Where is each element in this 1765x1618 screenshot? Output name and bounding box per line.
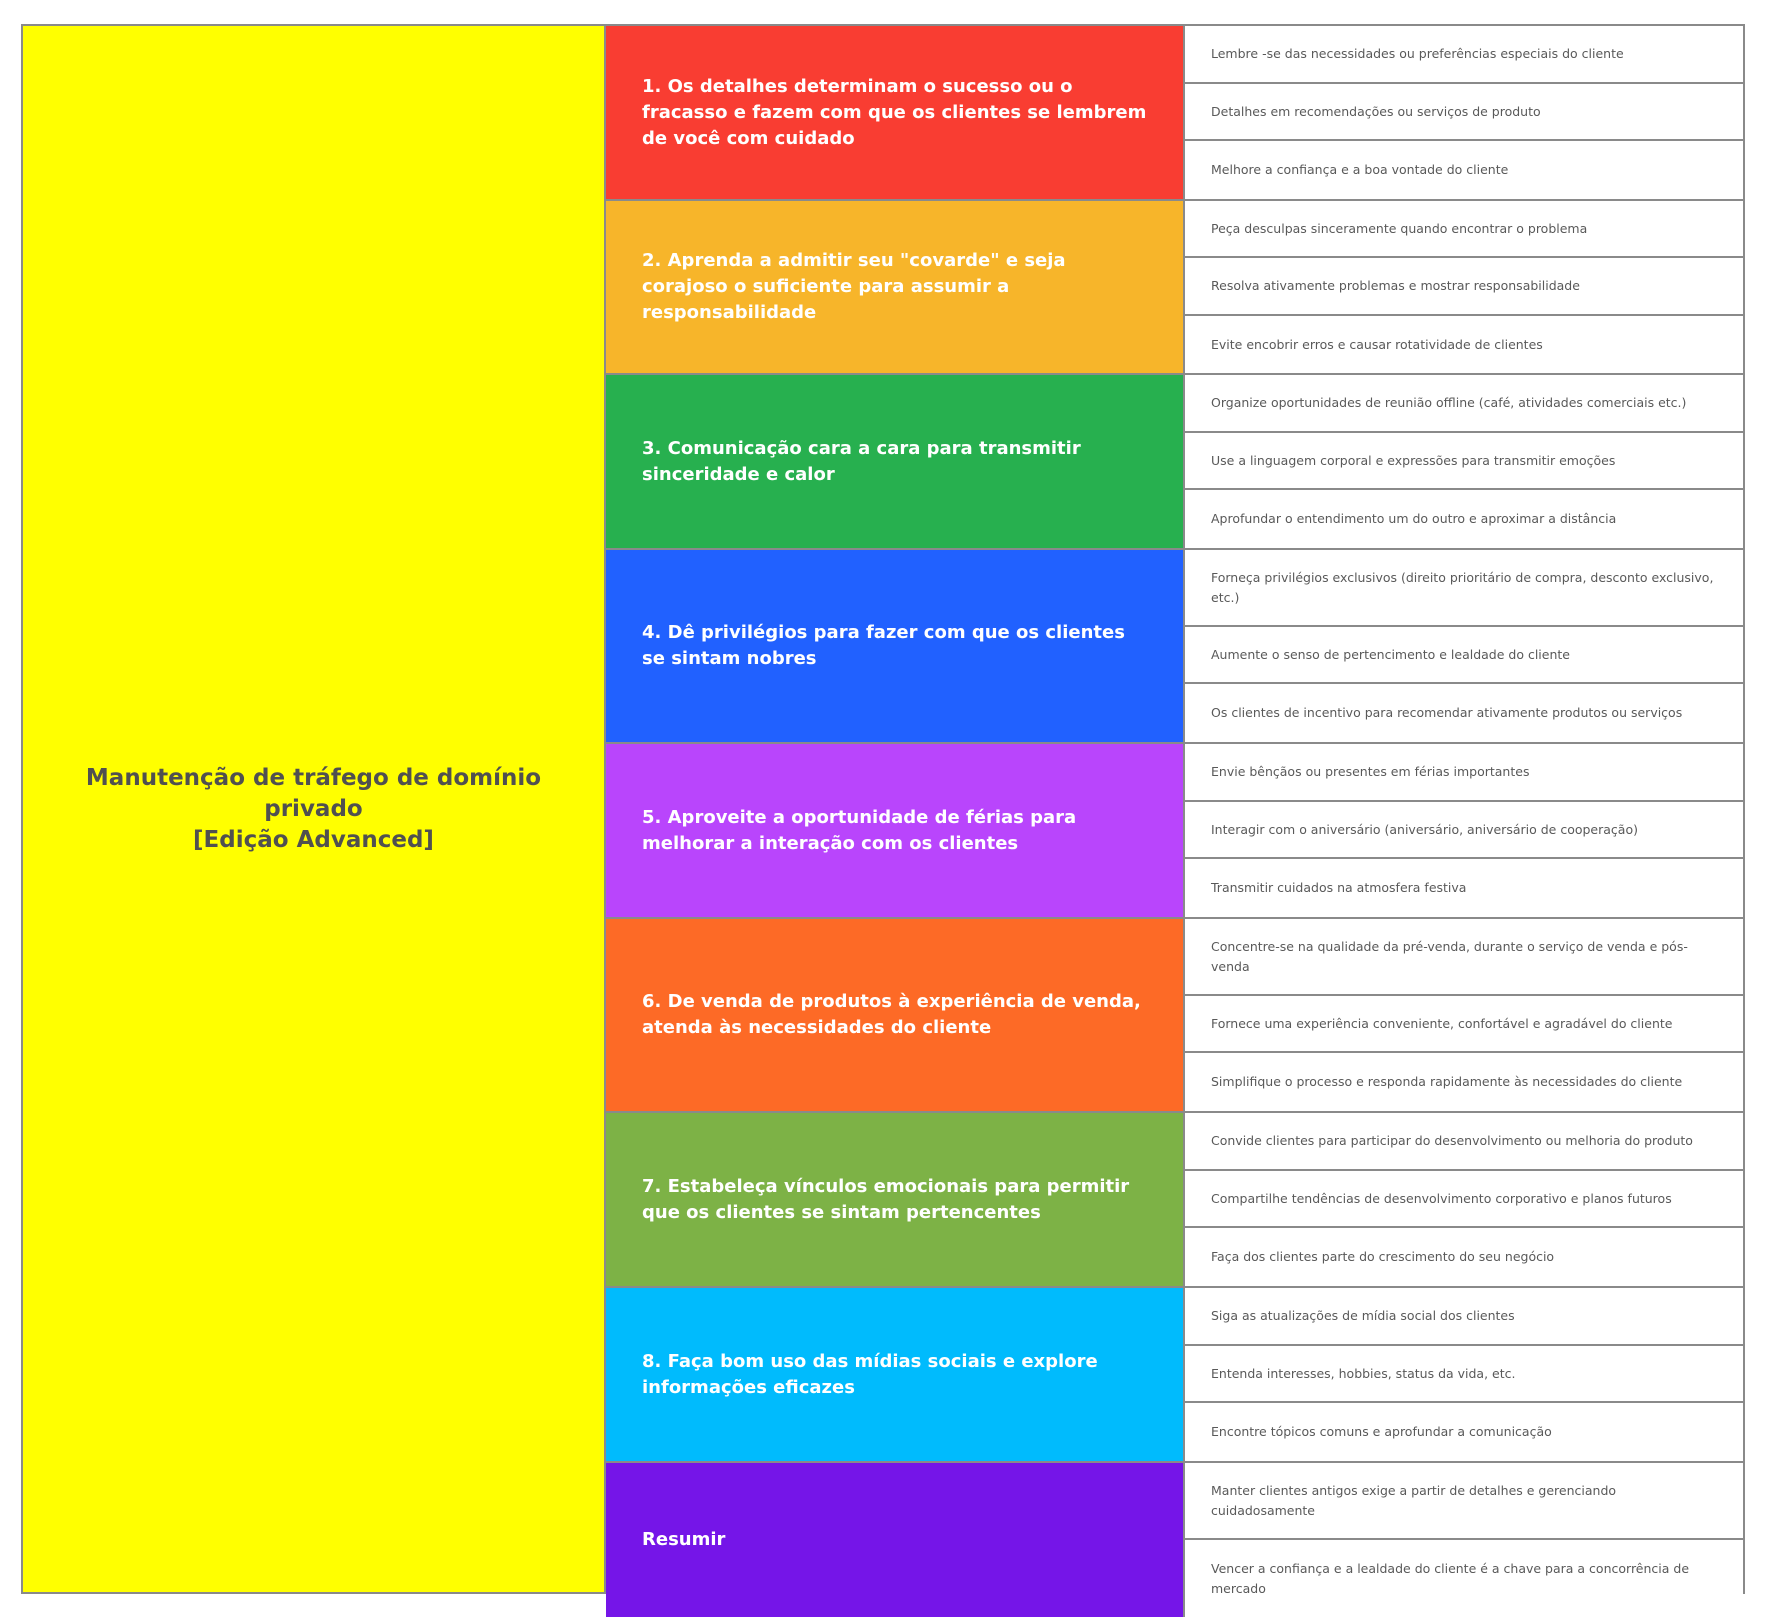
branch-group [606, 550, 1743, 744]
branch-group [606, 1113, 1743, 1288]
branch-label: 3. Comunicação cara a cara para transmitir sinceridade e calor [642, 437, 1081, 485]
leaf-label: Entenda interesses, hobbies, status da vida, etc. [1211, 1365, 1516, 1381]
branch-group [606, 201, 1743, 375]
leaf-label: Encontre tópicos comuns e aprofundar a comunicação [1211, 1424, 1552, 1439]
branch-label: Resumir [642, 1529, 726, 1550]
leaf-label: Vencer a confiança e a lealdade do cliente é a chave para a concorrência de mercado [1211, 1560, 1690, 1596]
branch-node [606, 1463, 1185, 1617]
leaf-node [1185, 919, 1743, 996]
leaf-label: Convide clientes para participar do desenvolvimento ou melhoria do produto [1211, 1133, 1693, 1148]
leaf-label: Simplifique o processo e responda rapidamente às necessidades do cliente [1211, 1074, 1683, 1089]
leaf-node [1185, 1171, 1743, 1228]
branch-label: 4. Dê privilégios para fazer com que os clientes se sintam nobres [642, 622, 1125, 669]
leaf-label: Concentre-se na qualidade da pré-venda, durante o serviço de venda e pós-venda [1211, 938, 1688, 974]
branch-node [606, 1288, 1185, 1461]
branch-node [606, 201, 1185, 373]
leaf-list [1185, 1463, 1743, 1617]
leaf-node [1185, 1288, 1743, 1346]
leaf-label: Faça dos clientes parte do crescimento do seu negócio [1211, 1249, 1555, 1264]
leaf-node [1185, 802, 1743, 859]
leaf-node [1185, 316, 1743, 373]
leaf-node [1185, 996, 1743, 1053]
leaf-label: Fornece uma experiência conveniente, confortável e agradável do cliente [1211, 1015, 1673, 1031]
leaf-label: Use a linguagem corporal e expressões para transmitir emoções [1211, 452, 1616, 468]
branch-node [606, 919, 1185, 1111]
leaf-node [1185, 1463, 1743, 1540]
leaf-label: Interagir com o aniversário (aniversário, aniversário de cooperação) [1211, 821, 1638, 837]
branch-node [606, 744, 1185, 917]
root-title: Manutenção de tráfego de domínio privado [Edição Advanced] [85, 764, 542, 853]
leaf-label: Melhore a confiança e a boa vontade do cliente [1211, 162, 1509, 177]
leaf-list [1185, 1288, 1743, 1461]
leaf-label: Envie bênçãos ou presentes em férias importantes [1211, 764, 1530, 779]
branch-label: 7. Estabeleça vínculos emocionais para permitir que os clientes se sintam pertencentes [642, 1175, 1130, 1223]
leaf-node [1185, 375, 1743, 433]
leaf-label: Evite encobrir erros e causar rotatividade de clientes [1211, 336, 1543, 352]
branch-group [606, 919, 1743, 1113]
branch-group [606, 26, 1743, 201]
root-node [23, 26, 606, 1592]
leaf-node [1185, 1228, 1743, 1286]
leaf-label: Transmitir cuidados na atmosfera festiva [1211, 880, 1467, 895]
leaf-node [1185, 1346, 1743, 1403]
branch-node [606, 1113, 1185, 1286]
leaf-label: Os clientes de incentivo para recomendar ativamente produtos ou serviços [1211, 705, 1683, 720]
leaf-list [1185, 744, 1743, 917]
leaf-node [1185, 1053, 1743, 1111]
branch-group [606, 744, 1743, 919]
leaf-node [1185, 859, 1743, 917]
leaf-node [1185, 201, 1743, 258]
leaf-label: Lembre -se das necessidades ou preferências especiais do cliente [1211, 46, 1624, 61]
leaf-label: Manter clientes antigos exige a partir de detalhes e gerenciando cuidadosamente [1211, 1482, 1617, 1518]
leaf-list [1185, 26, 1743, 199]
branch-label: 6. De venda de produtos à experiência de venda, atenda às necessidades do cliente [642, 991, 1141, 1038]
leaf-label: Detalhes em recomendações ou serviços de produto [1211, 103, 1541, 119]
leaf-node [1185, 1113, 1743, 1171]
leaf-label: Compartilhe tendências de desenvolvimento corporativo e planos futuros [1211, 1190, 1672, 1206]
leaf-list [1185, 201, 1743, 373]
branches [606, 26, 1743, 1596]
leaf-node [1185, 84, 1743, 141]
leaf-node [1185, 433, 1743, 490]
leaf-node [1185, 490, 1743, 548]
leaf-node [1185, 744, 1743, 802]
leaf-node [1185, 627, 1743, 684]
mind-map-table [21, 24, 1745, 1594]
leaf-list [1185, 375, 1743, 548]
branch-label: 5. Aproveite a oportunidade de férias para melhorar a interação com os clientes [642, 806, 1077, 854]
leaf-label: Aumente o senso de pertencimento e lealdade do cliente [1211, 646, 1570, 662]
leaf-node [1185, 26, 1743, 84]
leaf-list [1185, 1113, 1743, 1286]
leaf-node [1185, 141, 1743, 199]
leaf-label: Forneça privilégios exclusivos (direito prioritário de compra, desconto exclusivo, etc.) [1211, 569, 1714, 605]
leaf-node [1185, 550, 1743, 627]
leaf-list [1185, 919, 1743, 1111]
leaf-label: Resolva ativamente problemas e mostrar responsabilidade [1211, 278, 1580, 293]
branch-node [606, 26, 1185, 199]
branch-label: 8. Faça bom uso das mídias sociais e explore informações eficazes [642, 1350, 1098, 1398]
branch-node [606, 375, 1185, 548]
branch-group [606, 375, 1743, 550]
leaf-node [1185, 684, 1743, 742]
branch-label: 2. Aprenda a admitir seu "covarde" e seja corajoso o suficiente para assumir a responsabilidade [642, 250, 1066, 323]
leaf-label: Aprofundar o entendimento um do outro e aproximar a distância [1211, 511, 1617, 526]
branch-group [606, 1288, 1743, 1463]
leaf-node [1185, 1540, 1743, 1617]
leaf-node [1185, 258, 1743, 316]
leaf-label: Siga as atualizações de mídia social dos clientes [1211, 1308, 1515, 1323]
leaf-list [1185, 550, 1743, 742]
leaf-node [1185, 1403, 1743, 1461]
branch-node [606, 550, 1185, 742]
branch-label: 1. Os detalhes determinam o sucesso ou o fracasso e fazem com que os clientes se lembrem de você com cuidado [642, 75, 1147, 149]
branch-group [606, 1463, 1743, 1617]
leaf-label: Peça desculpas sinceramente quando encontrar o problema [1211, 220, 1588, 236]
leaf-label: Organize oportunidades de reunião offline (café, atividades comerciais etc.) [1211, 395, 1687, 410]
